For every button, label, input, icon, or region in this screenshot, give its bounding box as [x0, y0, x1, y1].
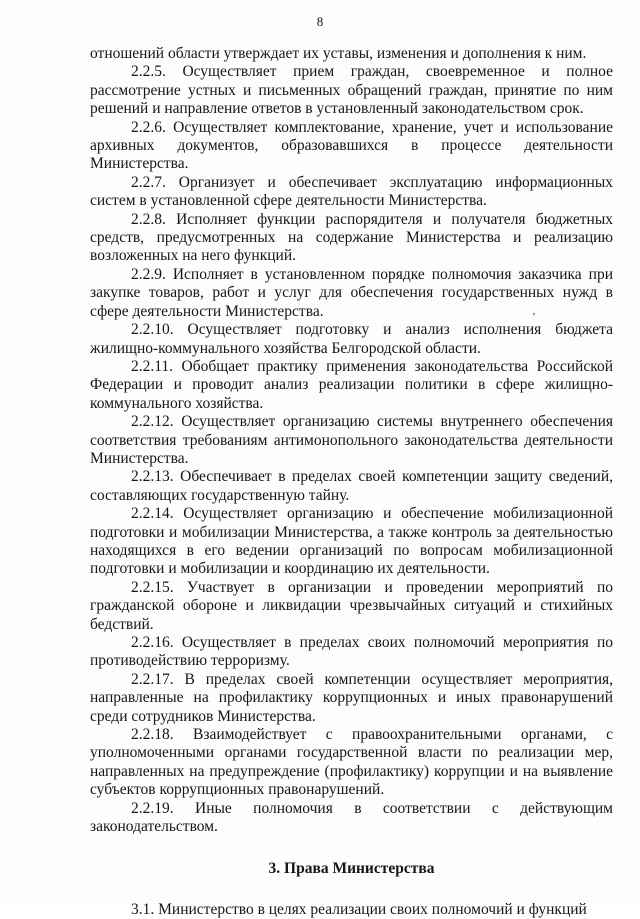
paragraph: 2.2.17. В пределах своей компетенции осуществляет мероприятия, направленные на профилактику коррупционных и иных правонарушений среди сотрудников Министерства.: [90, 670, 613, 725]
paragraph: 2.2.5. Осуществляет прием граждан, своевременное и полное рассмотрение устных и письменных обращений граждан, принятие по ним решений и направление ответов в установленный законодательством срок.: [90, 63, 613, 118]
paragraph-list: [90, 45, 613, 836]
section-title: 3. Права Министерства: [268, 860, 435, 878]
paragraph: 2.2.7. Организует и обеспечивает эксплуатацию информационных систем в установленной сфере деятельности Министерства.: [90, 173, 613, 210]
paragraph: 2.2.10. Осуществляет подготовку и анализ исполнения бюджета жилищно-коммунального хозяйства Белгородской области.: [90, 321, 613, 357]
paragraph: 2.2.6. Осуществляет комплектование, хранение, учет и использование архивных документов, образовавшихся в процессе деятельности Министерства.: [90, 118, 613, 173]
paragraph: 2.2.11. Обобщает практику применения законодательства Российской Федерации и проводит анализ реализации политики в сфере жилищно-коммунального хозяйства.: [90, 357, 613, 412]
paragraph: 2.2.16. Осуществляет в пределах своих полномочий мероприятия по противодействию терроризму.: [90, 634, 613, 670]
paragraph: 2.2.8. Исполняет функции распорядителя и получателя бюджетных средств, предусмотренных на содержание Министерства и реализацию возложенных на него функций.: [90, 210, 613, 265]
paragraph: 2.2.19. Иные полномочия в соответствии с действующим законодательством.: [90, 799, 613, 836]
paragraph: 2.2.12. Осуществляет организацию системы внутреннего обеспечения соответствия требованиям антимонопольного законодательства деятельности Министерства.: [90, 413, 613, 467]
paragraph: 3.1. Министерство в целях реализации своих полномочий и функций: [131, 900, 587, 918]
document-body: [90, 45, 613, 919]
paragraph: 2.2.15. Участвует в организации и проведении мероприятий по гражданской обороне и ликвидации чрезвычайных ситуаций и стихийных бедствий.: [90, 578, 613, 633]
paragraph-list-after: [90, 901, 613, 919]
paragraph: 2.2.13. Обеспечивает в пределах своей компетенции защиту сведений, составляющих государственную тайну.: [90, 468, 613, 504]
pen-mark: ʼ: [532, 311, 536, 323]
paragraph: отношений области утверждает их уставы, изменения и дополнения к ним.: [90, 45, 587, 62]
paragraph: 2.2.9. Исполняет в установленном порядке полномочия заказчика при закупке товаров, работ и услуг для обеспечения государственных нужд в сфере деятельности Министерства.: [90, 265, 613, 320]
page-number: 8: [316, 14, 324, 29]
paragraph: 2.2.14. Осуществляет организацию и обеспечение мобилизационной подготовки и мобилизации Министерства, а также контроль за деятельностью находящихся в его ведении организаций по вопросам мобилизационной подготовки и мобилизации и координацию их деятельности.: [90, 505, 613, 578]
paragraph: 2.2.18. Взаимодействует с правоохранительными органами, с уполномоченными органами государственной власти по реализации мер, направленных на предупреждение (профилактику) коррупции и на выявление субъектов коррупционных правонарушений.: [90, 726, 613, 799]
